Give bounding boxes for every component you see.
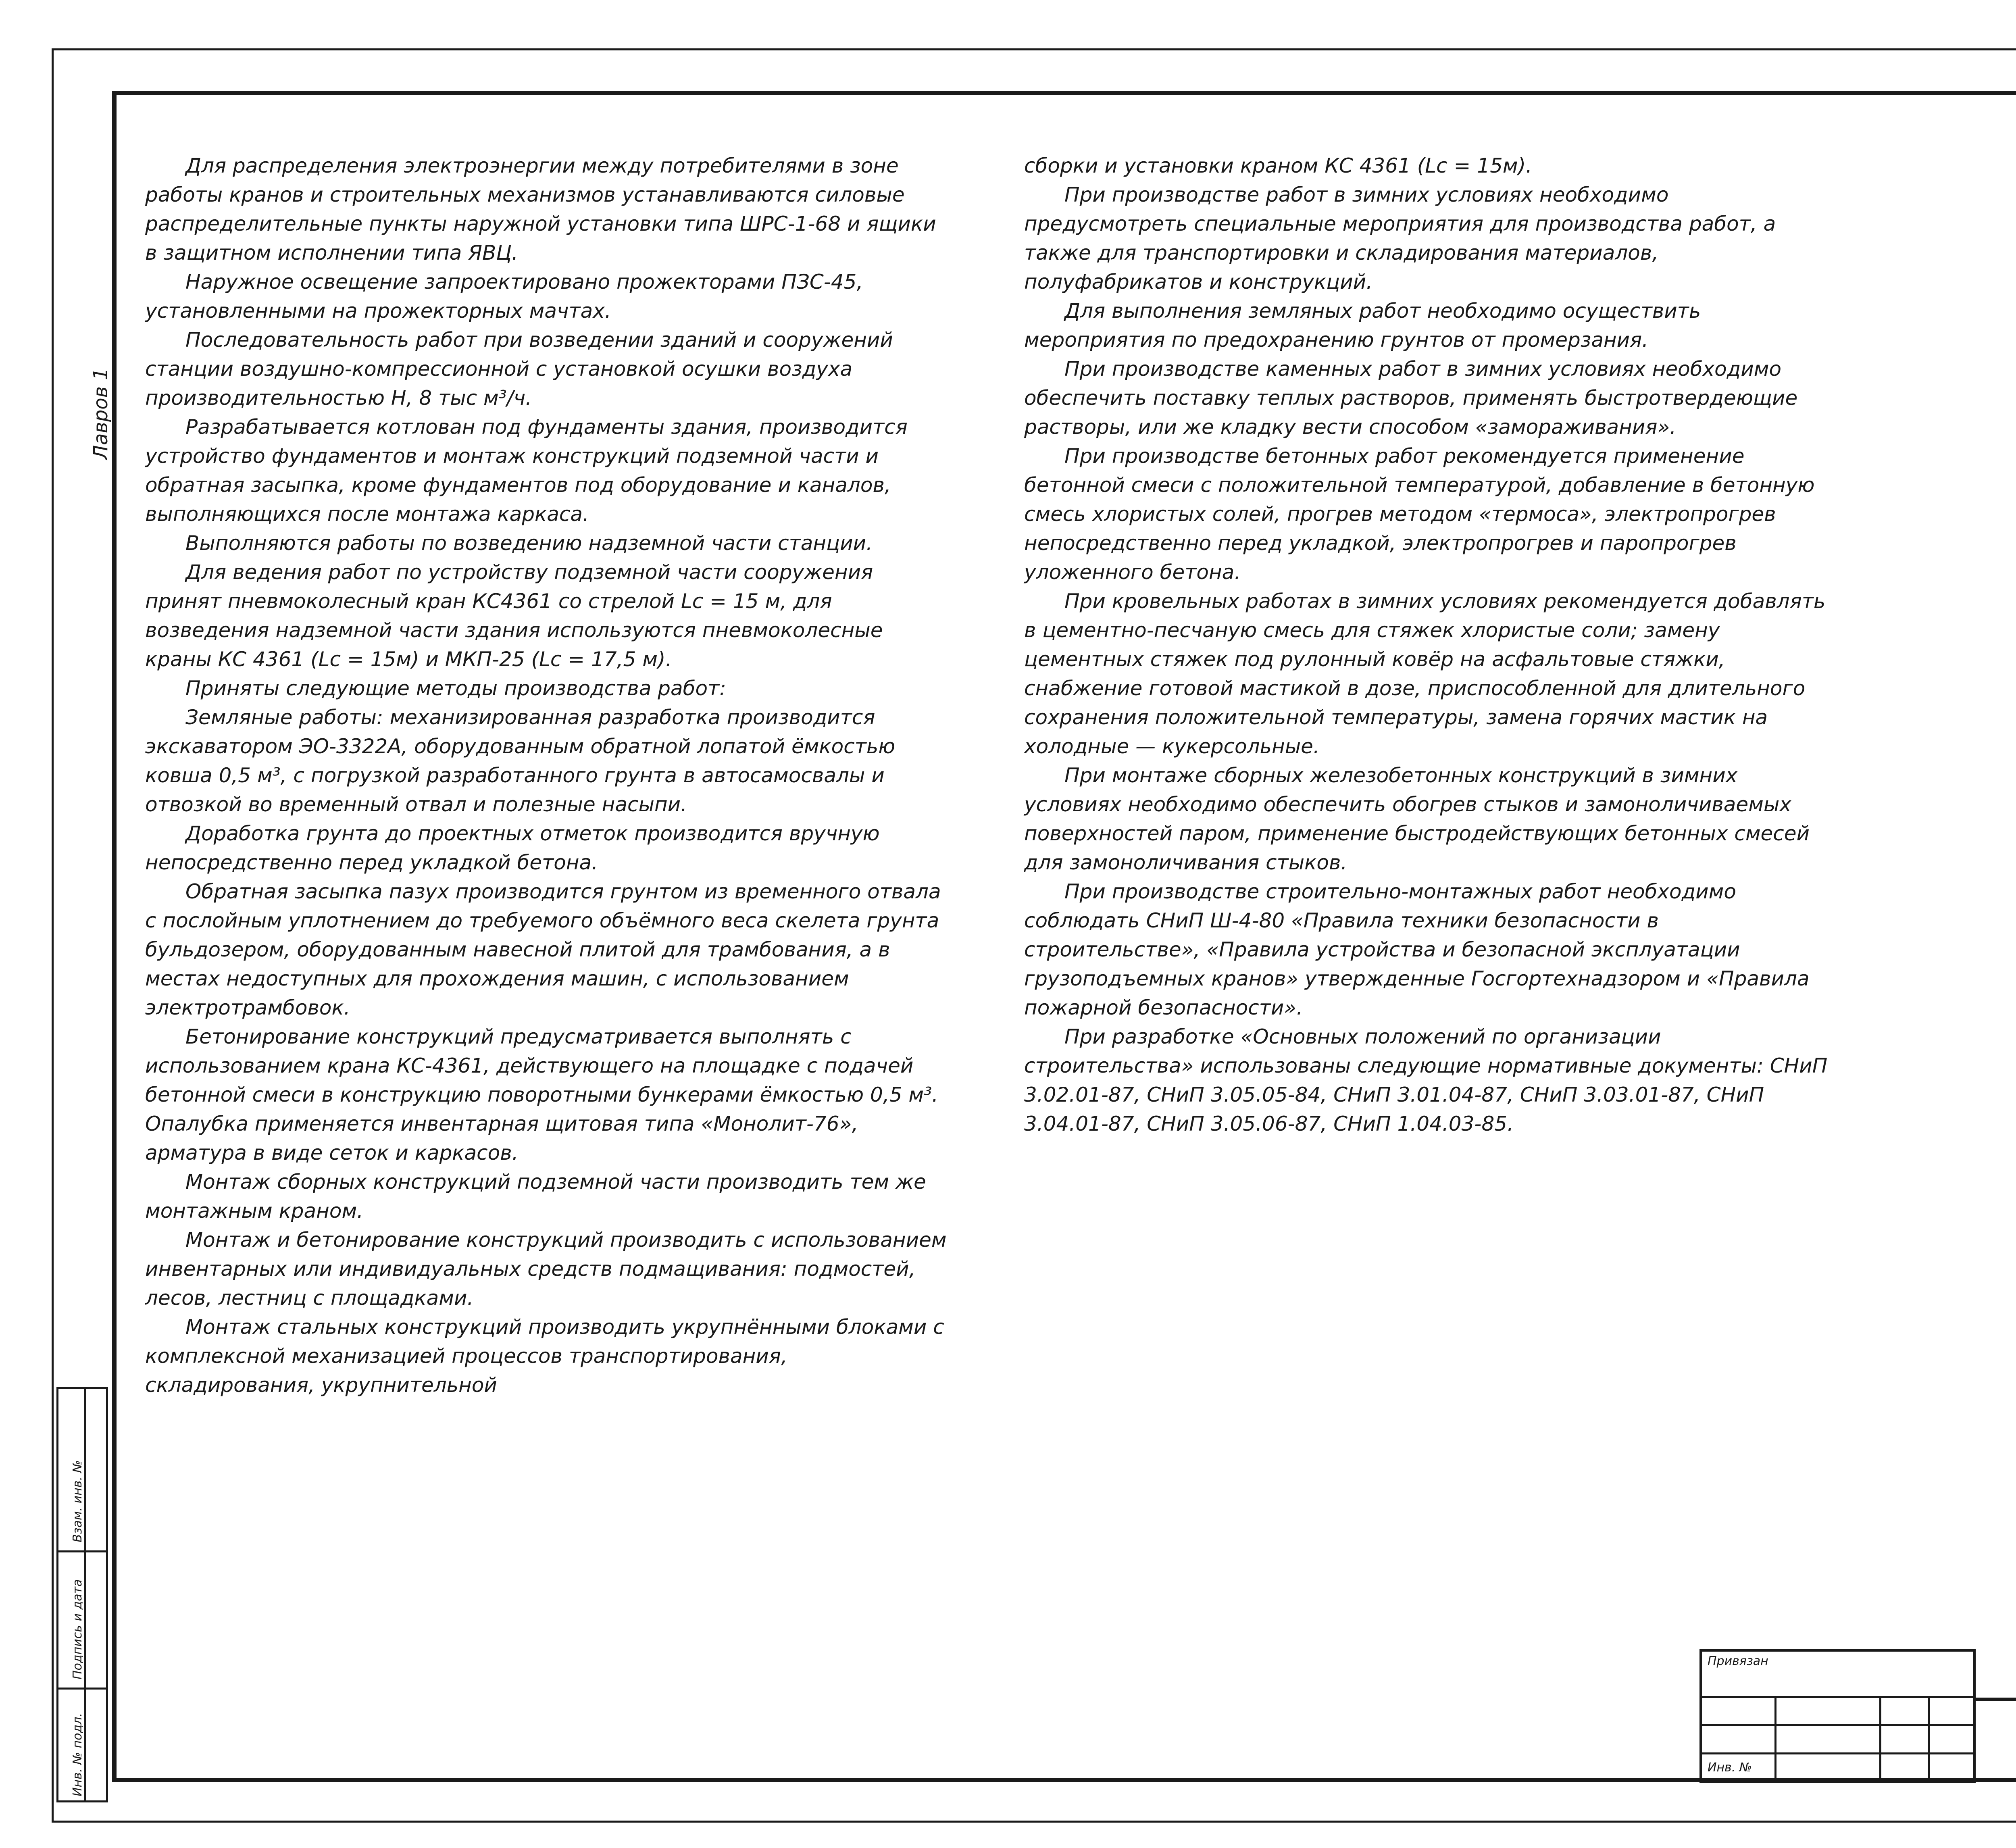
binding-col-line bbox=[1879, 1696, 1881, 1781]
paragraph: Бетонирование конструкций предусматривается выполнять с использованием крана КС-4361, действующего на площадке с подачей бетонной смеси в конструкцию поворотными бункерами ёмкостью 0,5 м³. Опалубка применяется инвентарная щитовая типа «Монолит-76», арматура в виде сеток и каркасов. bbox=[145, 1025, 939, 1165]
side-stamp-row-line bbox=[58, 1550, 106, 1552]
paragraph: Выполняются работы по возведению надземной части станции. bbox=[185, 531, 873, 555]
paragraph: Обратная засыпка пазух производится грунтом из временного отвала с послойным уплотнением до требуемого объёмного веса скелета грунта бульдозером, оборудованным навесной плитой для трамбования, а в местах недоступных для прохождения машин, с использованием электротрамбовок. bbox=[145, 880, 941, 1019]
binding-row-line bbox=[1702, 1724, 1973, 1726]
paragraph: Для распределения электроэнергии между потребителями в зоне работы кранов и строительных механизмов устанавливаются силовые распределительные пункты наружной установки типа ШРС-1-68 и ящики в защитном исполнении типа ЯВЦ. bbox=[145, 154, 936, 265]
binding-row-line bbox=[1702, 1696, 1973, 1698]
right-text-column bbox=[1024, 151, 1831, 1138]
binding-block bbox=[1699, 1649, 1976, 1783]
paragraph: При производстве работ в зимних условиях необходимо предусмотреть специальные мероприятия для производства работ, а также для транспортировки и складирования материалов, полуфабрикатов и конструкций. bbox=[1024, 183, 1776, 294]
binding-title: Привязан bbox=[1708, 1654, 1768, 1668]
paragraph: При кровельных работах в зимних условиях рекомендуется добавлять в цементно-песчаную смесь для стяжек хлористые соли; замену цементных стяжек под рулонный ковёр на асфальтовые стяжки, снабжение готовой мастикой в дозе, приспособленной для длительного сохранения положительной температуры, замена горячих мастик на холодные — кукерсольные. bbox=[1024, 590, 1826, 758]
paragraph: При производстве строительно-монтажных работ необходимо соблюдать СНиП Ш-4-80 «Правила техники безопасности в строительстве», «Правила устройства и безопасной эксплуатации грузоподъемных кранов» утвержденные Госгортехнадзором и «Правила пожарной безопасности». bbox=[1024, 880, 1810, 1019]
paragraph: Для выполнения земляных работ необходимо осуществить мероприятия по предохранению грунтов от промерзания. bbox=[1024, 299, 1701, 352]
binding-inv-label: Инв. № bbox=[1708, 1760, 1752, 1775]
paragraph: Наружное освещение запроектировано прожекторами ПЗС-45, установленными на прожекторных мачтах. bbox=[145, 270, 863, 323]
paragraph: Монтаж и бетонирование конструкций производить с использованием инвентарных или индивидуальных средств подмащивания: подмостей, лесов, лестниц с площадками. bbox=[145, 1228, 947, 1310]
paragraph: При монтаже сборных железобетонных конструкций в зимних условиях необходимо обеспечить обогрев стыков и замоноличиваемых поверхностей паром, применение быстродействующих бетонных смесей для замоноличивания стыков. bbox=[1024, 764, 1810, 874]
left-text-column bbox=[145, 151, 952, 1400]
side-stamp-label: Подпись и дата bbox=[71, 1579, 85, 1679]
paragraph: При производстве каменных работ в зимних условиях необходимо обеспечить поставку теплых растворов, применять быстротвердеющие растворы, или же кладку вести способом «замораживания». bbox=[1024, 357, 1798, 439]
side-label: Лавров 1 bbox=[90, 368, 112, 460]
title-block bbox=[1976, 1698, 2016, 1782]
paragraph: Монтаж сборных конструкций подземной части производить тем же монтажным краном. bbox=[145, 1170, 926, 1223]
binding-row-line bbox=[1702, 1752, 1973, 1754]
paragraph: При разработке «Основных положений по организации строительства» использованы следующие нормативные документы: СНиП 3.02.01-87, СНиП 3.05.05-84, СНиП 3.01.04-87, СНиП 3.03.01-87, СНиП 3.04.01-87, СНиП 3.05.06-87, СНиП 1.04.03-85. bbox=[1024, 1025, 1828, 1135]
side-stamp-label: Взам. инв. № bbox=[71, 1460, 85, 1542]
paragraph: Разрабатывается котлован под фундаменты здания, производится устройство фундаментов и монтаж конструкций подземной части и обратная засыпка, кроме фундаментов под оборудование и каналов, выполняющихся после монтажа каркаса. bbox=[145, 415, 908, 526]
binding-col-line bbox=[1928, 1696, 1930, 1781]
paragraph: Доработка грунта до проектных отметок производится вручную непосредственно перед укладкой бетона. bbox=[145, 822, 880, 874]
side-stamp bbox=[56, 1387, 108, 1802]
paragraph: сборки и установки краном КС 4361 (Lc = 15м). bbox=[1024, 154, 1533, 177]
paragraph: Для ведения работ по устройству подземной части сооружения принят пневмоколесный кран КС4361 со стрелой Lc = 15 м, для возведения надземной части здания используются пневмоколесные краны КС 4361 (Lc = 15м) и МКП-25 (Lc = 17,5 м). bbox=[145, 560, 883, 671]
paragraph: Земляные работы: механизированная разработка производится экскаватором ЭО-3322А, оборудованным обратной лопатой ёмкостью ковша 0,5 м³, с погрузкой разработанного грунта в автосамосвалы и отвозкой во временный отвал и полезные насыпи. bbox=[145, 706, 896, 816]
binding-col-line bbox=[1774, 1696, 1776, 1781]
side-stamp-row-line bbox=[58, 1688, 106, 1690]
paragraph: Приняты следующие методы производства работ: bbox=[185, 677, 727, 700]
paragraph: Последовательность работ при возведении зданий и сооружений станции воздушно-компрессионной с установкой осушки воздуха производительностью Н, 8 тыс м³/ч. bbox=[145, 328, 893, 410]
paragraph: Монтаж стальных конструкций производить укрупнёнными блоками с комплексной механизацией процессов транспортирования, складирования, укрупнительной bbox=[145, 1315, 944, 1397]
paragraph: При производстве бетонных работ рекомендуется применение бетонной смеси с положительной температурой, добавление в бетонную смесь хлористых солей, прогрев методом «термоса», электропрогрев непосредственно перед укладкой, электропрогрев и паропрогрев уложенного бетона. bbox=[1024, 444, 1815, 584]
side-stamp-label: Инв. № подл. bbox=[71, 1713, 85, 1796]
